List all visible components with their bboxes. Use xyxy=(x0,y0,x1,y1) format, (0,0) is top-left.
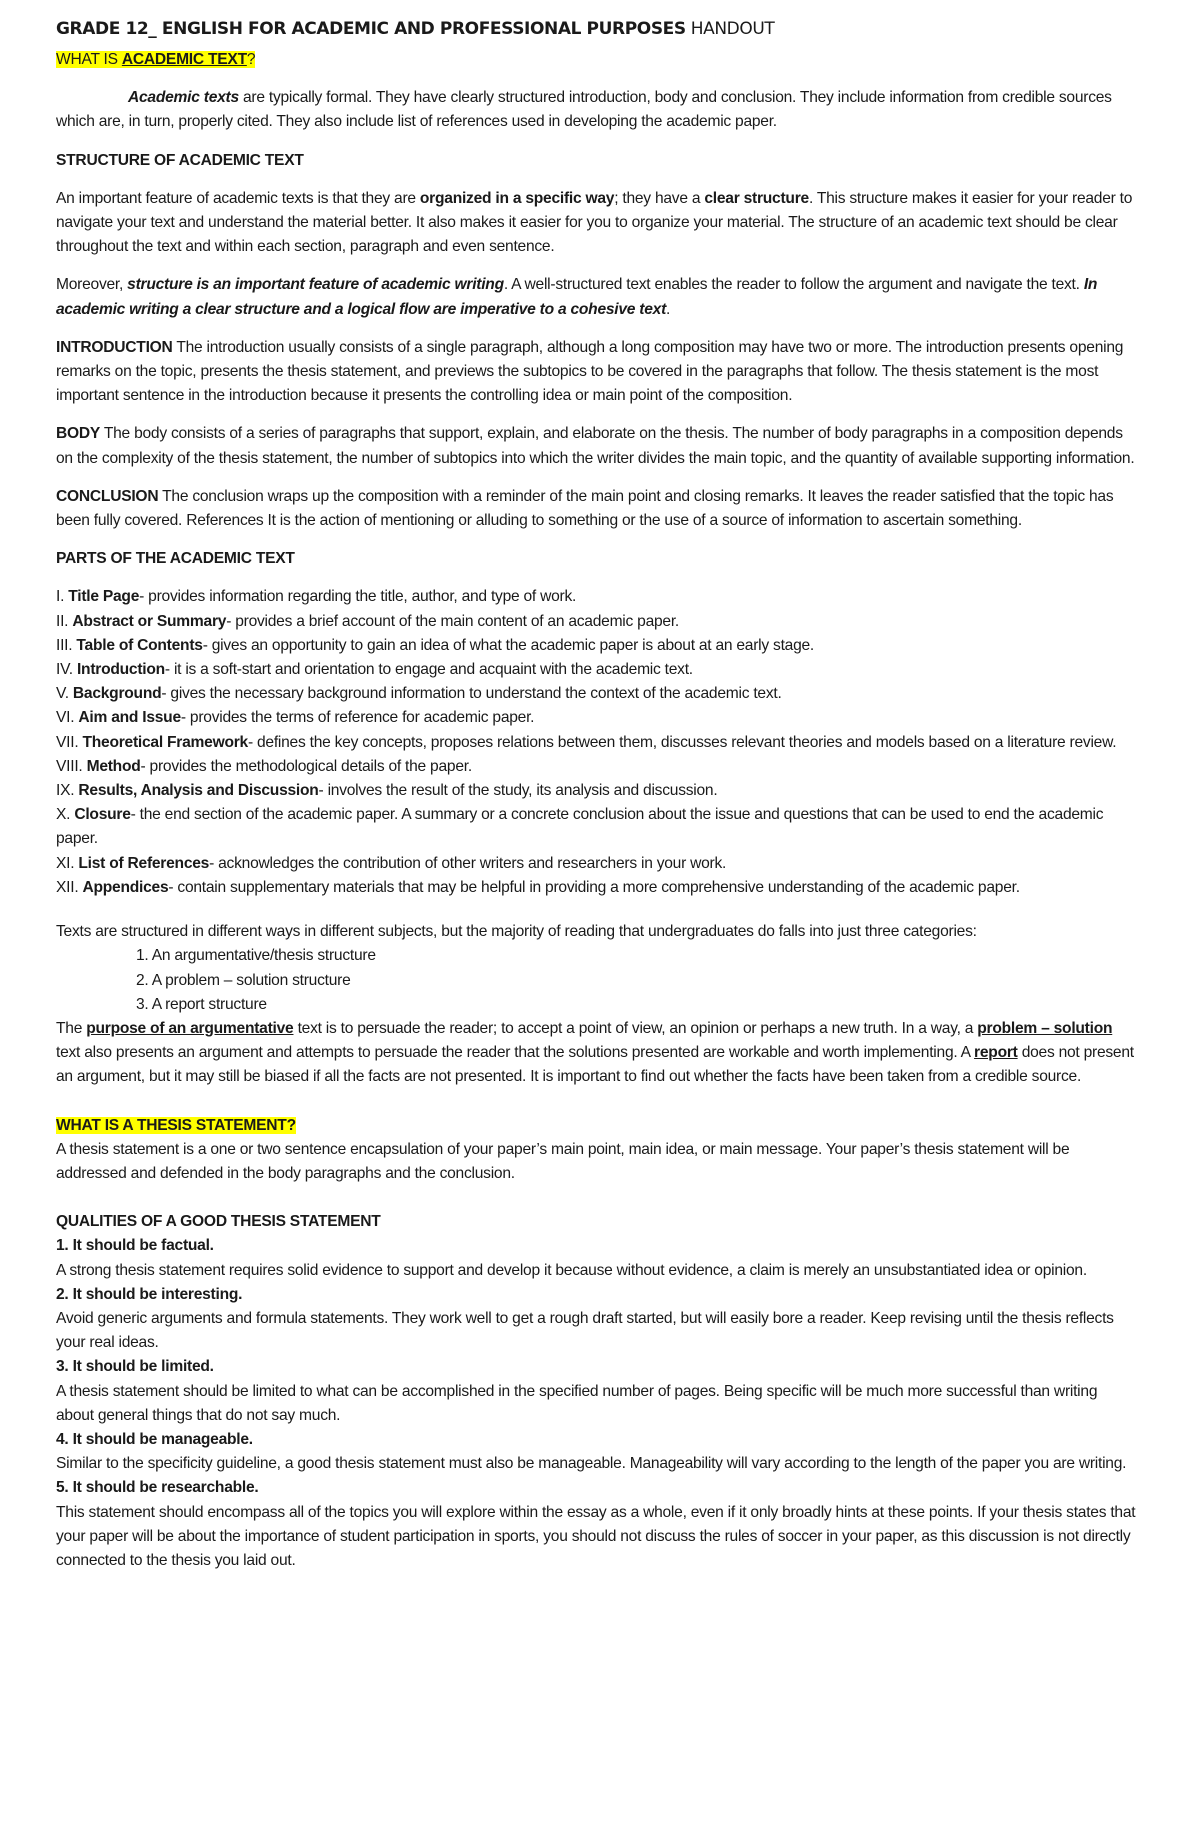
list-item: XI. List of References- acknowledges the contribution of other writers and researchers in your work. xyxy=(56,854,727,872)
list-item: I. Title Page- provides information regarding the title, author, and type of work. xyxy=(56,588,577,606)
introduction-paragraph: INTRODUCTION The introduction usually consists of a single paragraph, although a long composition may have two or more. The introduction presents opening remarks on the topic, presents the thesis statement, and previews the subtopics to be covered in the paragraphs that follow. The thesis statement is the most important sentence in the introduction because it presents the controlling idea or main point of the composition. xyxy=(56,338,1124,405)
categories-list xyxy=(56,944,1138,1017)
quality-text: This statement should encompass all of the topics you will explore within the essay as a whole, even if it only broadly hints at these points. If your thesis states that your paper will be about the importance of student participation in sports, you should not discuss the rules of soccer in your paper, as this discussion is not directly connected to the thesis you laid out. xyxy=(56,1503,1136,1569)
list-item: VIII. Method- provides the methodological details of the paper. xyxy=(56,757,472,775)
list-item: 3. A report structure xyxy=(136,995,267,1013)
list-item: 1. An argumentative/thesis structure xyxy=(136,947,376,965)
quality-title: 2. It should be interesting. xyxy=(56,1285,243,1303)
quality-text: A strong thesis statement requires solid evidence to support and develop it because without evidence, a claim is merely an unsubstantiated idea or opinion. xyxy=(56,1261,1087,1279)
body-paragraph: BODY The body consists of a series of paragraphs that support, explain, and elaborate on the thesis. The number of body paragraphs in a composition depends on the complexity of the thesis statement, the number of subtopics into which the writer divides the main topic, and the quantity of available supporting information. xyxy=(56,425,1135,467)
document-title: GRADE 12_ ENGLISH FOR ACADEMIC AND PROFESSIONAL PURPOSES HANDOUT xyxy=(56,19,775,39)
academic-text-definition: Academic texts are typically formal. They have clearly structured introduction, body and conclusion. They include information from credible sources which are, in turn, properly cited. They also include list of references used in developing the academic paper. xyxy=(56,89,1112,131)
thesis-paragraph: A thesis statement is a one or two sentence encapsulation of your paper’s main point, main idea, or main message. Your paper’s thesis statement will be addressed and defended in the body paragraphs and the conclusion. xyxy=(56,1140,1070,1182)
list-item: IX. Results, Analysis and Discussion- involves the result of the study, its analysis and discussion. xyxy=(56,782,718,800)
conclusion-paragraph: CONCLUSION The conclusion wraps up the composition with a reminder of the main point and closing remarks. It leaves the reader satisfied that the topic has been fully covered. References It is the action of mentioning or alluding to something or the use of a source of information to ascertain something. xyxy=(56,487,1114,530)
quality-title: 1. It should be factual. xyxy=(56,1237,214,1255)
list-item: XII. Appendices- contain supplementary materials that may be helpful in providing a more comprehensive understanding of the academic paper. xyxy=(56,878,1020,896)
list-item: IV. Introduction- it is a soft-start and orientation to engage and acquaint with the academic text. xyxy=(56,661,693,679)
list-item: 2. A problem – solution structure xyxy=(136,971,351,989)
quality-text: Similar to the specificity guideline, a good thesis statement must also be manageable. Manageability will vary according to the length of the paper you are writing. xyxy=(56,1455,1127,1473)
qualities-list xyxy=(56,1234,1138,1573)
parts-list xyxy=(56,585,1138,900)
purpose-paragraph: The purpose of an argumentative text is to persuade the reader; to accept a point of view, an opinion or perhaps a new truth. In a way, a problem – solution text also presents an argument and attempts to persuade the reader that the solutions presented are workable and worth implementing. A report does not present an argument, but it may still be biased if all the facts are not presented. It is important to find out whether the facts have been taken from a credible source. xyxy=(56,1019,1134,1086)
structure-heading: STRUCTURE OF ACADEMIC TEXT xyxy=(56,151,304,169)
qualities-heading: QUALITIES OF A GOOD THESIS STATEMENT xyxy=(56,1213,381,1231)
list-item: X. Closure- the end section of the academic paper. A summary or a concrete conclusion about the issue and questions that can be used to end the academic paper. xyxy=(56,806,1104,848)
list-item: II. Abstract or Summary- provides a brief account of the main content of an academic paper. xyxy=(56,612,680,630)
thesis-heading: WHAT IS A THESIS STATEMENT? xyxy=(56,1116,296,1134)
list-item: V. Background- gives the necessary background information to understand the context of the academic text. xyxy=(56,685,782,703)
quality-text: A thesis statement should be limited to what can be accomplished in the specified number of pages. Being specific will be much more successful than writing about general things that do not say much. xyxy=(56,1382,1098,1424)
texts-paragraph: Texts are structured in different ways in different subjects, but the majority of reading that undergraduates do falls into just three categories: xyxy=(56,923,977,941)
quality-title: 3. It should be limited. xyxy=(56,1358,214,1376)
structure-paragraph: An important feature of academic texts is that they are organized in a specific way; they have a clear structure. This structure makes it easier for your reader to navigate your text and understand the material better. It also makes it easier for you to organize your material. The structure of an academic text should be clear throughout the text and within each section, paragraph and even sentence. xyxy=(56,189,1133,256)
list-item: III. Table of Contents- gives an opportunity to gain an idea of what the academic paper is about at an early stage. xyxy=(56,636,814,654)
quality-text: Avoid generic arguments and formula statements. They work well to get a rough draft started, but will easily bore a reader. Keep revising until the thesis reflects your real ideas. xyxy=(56,1309,1114,1352)
list-item: VI. Aim and Issue- provides the terms of reference for academic paper. xyxy=(56,709,535,727)
quality-title: 4. It should be manageable. xyxy=(56,1430,253,1448)
moreover-paragraph: Moreover, structure is an important feature of academic writing. A well-structured text enables the reader to follow the argument and navigate the text. In academic writing a clear structure and a logical flow are imperative to a cohesive text. xyxy=(56,276,1098,318)
parts-heading: PARTS OF THE ACADEMIC TEXT xyxy=(56,550,295,568)
heading-what-is-academic-text: WHAT IS ACADEMIC TEXT? xyxy=(56,51,256,68)
list-item: VII. Theoretical Framework- defines the key concepts, proposes relations between them, discusses relevant theories and models based on a literature review. xyxy=(56,733,1117,751)
quality-title: 5. It should be researchable. xyxy=(56,1479,259,1497)
